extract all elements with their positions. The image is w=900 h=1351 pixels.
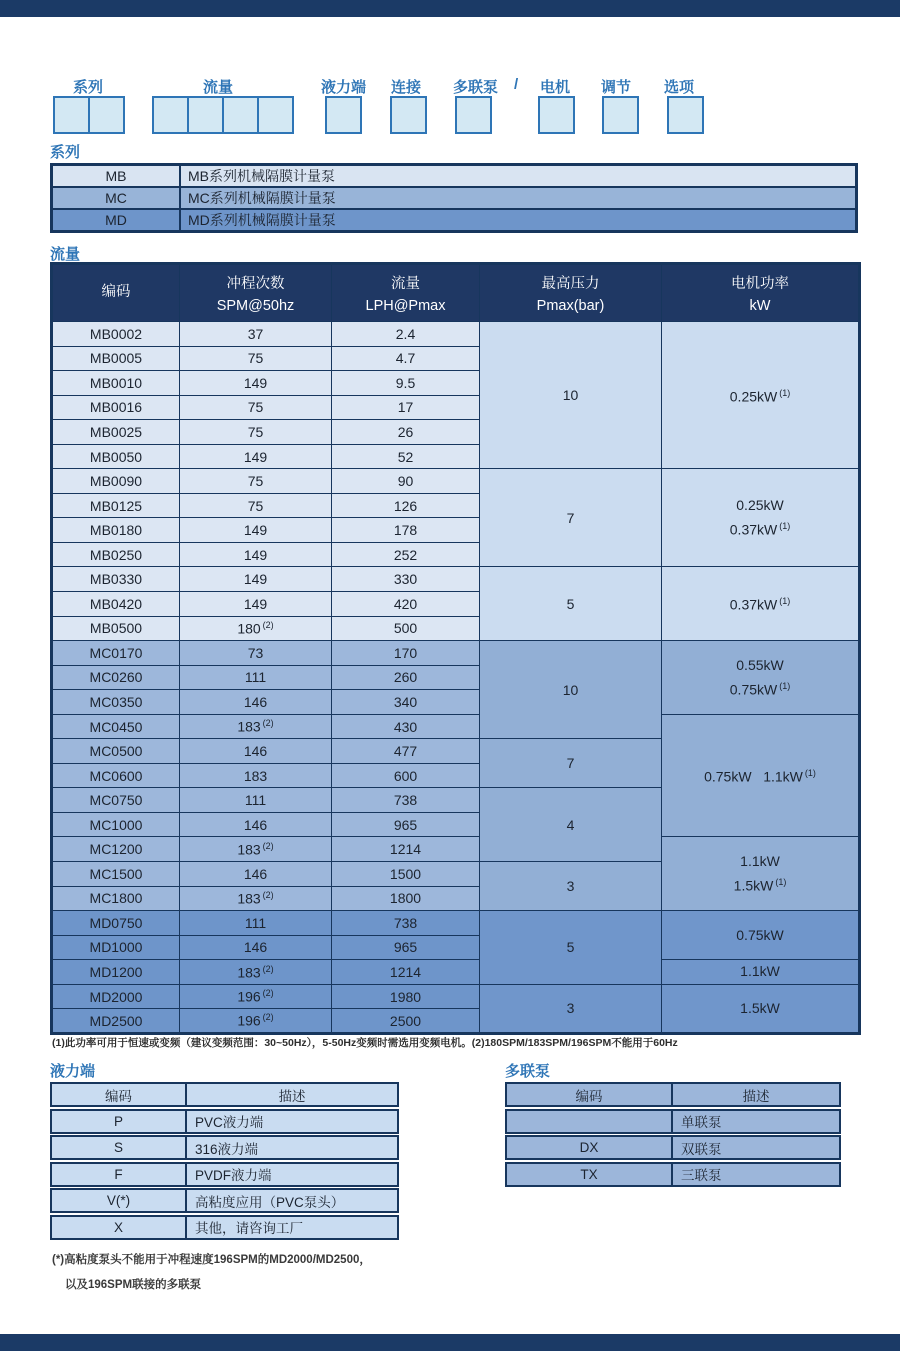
- cell-spm: 149: [180, 518, 332, 543]
- cell-code: MC1200: [52, 837, 180, 862]
- cell-spm: 196 $^{(2)}$: [180, 1009, 332, 1034]
- cell-spm: 149: [180, 567, 332, 592]
- cell-code: MC1800: [52, 886, 180, 911]
- series-desc: MB系列机械隔膜计量泵: [180, 165, 857, 188]
- cell-spm: 183 $^{(2)}$: [180, 886, 332, 911]
- cell-lph: 90: [332, 469, 480, 494]
- cell-code: S: [52, 1137, 187, 1158]
- code-group-label-connection: 连接: [391, 79, 422, 96]
- cell-code: MD1200: [52, 960, 180, 985]
- cell-lph: 9.5: [332, 371, 480, 396]
- cell-spm: 183 $^{(2)}$: [180, 837, 332, 862]
- flow-row: [52, 641, 860, 666]
- flow-footnote: (1)此功率可用于恒速或变频（建议变频范围：30~50Hz），5-50Hz变频时需选用变频电机。(2)180SPM/183SPM/196SPM不能用于60Hz: [52, 1037, 678, 1049]
- code-box: [222, 96, 259, 134]
- power-cell: [662, 837, 860, 911]
- cell-code: MB0002: [52, 322, 180, 347]
- cell-code: MB0050: [52, 444, 180, 469]
- pressure-cell: 7: [480, 739, 662, 788]
- code-group-label-series: 系列: [73, 79, 104, 96]
- cell-spm: 111: [180, 911, 332, 936]
- code-boxes-motor: [538, 96, 575, 134]
- cell-code: MC0350: [52, 690, 180, 715]
- cell-lph: 2.4: [332, 322, 480, 347]
- code-group-label-liquid-end: 液力端: [321, 79, 367, 96]
- column-header-desc: 描述: [742, 1088, 770, 1104]
- cell-code: MB0090: [52, 469, 180, 494]
- cell-code: MB0010: [52, 371, 180, 396]
- series-heading: 系列: [50, 144, 81, 161]
- cell-spm: 75: [180, 469, 332, 494]
- code-box: [88, 96, 125, 134]
- cell-spm: 149: [180, 444, 332, 469]
- cell-code: MB0025: [52, 420, 180, 445]
- series-code: MD: [52, 209, 181, 232]
- power-cell: [662, 911, 860, 960]
- cell-lph: 178: [332, 518, 480, 543]
- cell-code: [507, 1111, 673, 1132]
- cell-spm: 37: [180, 322, 332, 347]
- cell-spm: 146: [180, 690, 332, 715]
- cell-spm: 111: [180, 665, 332, 690]
- cell-lph: 420: [332, 592, 480, 617]
- cell-spm: 149: [180, 371, 332, 396]
- cell-lph: 4.7: [332, 346, 480, 371]
- code-box: [538, 96, 575, 134]
- code-box: [257, 96, 294, 134]
- power-line: 1.5kW $^{(1)}$: [733, 876, 787, 894]
- multiplex-row: [505, 1162, 841, 1187]
- code-box: [152, 96, 189, 134]
- cell-spm: 149: [180, 542, 332, 567]
- power-line: 0.75kW 1.1kW $^{(1)}$: [704, 768, 816, 785]
- cell-lph: 738: [332, 788, 480, 813]
- power-line: 0.75kW: [736, 926, 784, 943]
- flow-row: [52, 960, 860, 985]
- power-line: 0.37kW $^{(1)}$: [729, 521, 791, 538]
- cell-lph: 17: [332, 395, 480, 420]
- cell-lph: 1980: [332, 984, 480, 1009]
- cell-code: MD2500: [52, 1009, 180, 1034]
- cell-spm: 146: [180, 862, 332, 887]
- pressure-cell: 10: [480, 641, 662, 739]
- pressure-cell: 5: [480, 911, 662, 985]
- cell-code: MB0250: [52, 542, 180, 567]
- power-cell: [662, 714, 860, 837]
- top-accent-bar: [0, 0, 900, 17]
- cell-code: MB0180: [52, 518, 180, 543]
- cell-code: MB0016: [52, 395, 180, 420]
- hydraulic-end-row: [50, 1109, 399, 1134]
- cell-lph: 965: [332, 935, 480, 960]
- cell-lph: 126: [332, 493, 480, 518]
- cell-lph: 1214: [332, 837, 480, 862]
- series-row: [52, 187, 857, 209]
- cell-desc: PVC液力端: [195, 1115, 264, 1130]
- code-boxes-flow: [152, 96, 294, 134]
- cell-spm: 146: [180, 812, 332, 837]
- cell-desc: 其他，请咨询工厂: [195, 1221, 303, 1236]
- power-cell: [662, 984, 860, 1033]
- power-cell: [662, 469, 860, 567]
- code-group-label-options: 选项: [664, 79, 695, 96]
- cell-code: MD2000: [52, 984, 180, 1009]
- cell-desc: 三联泵: [681, 1168, 722, 1183]
- flow-header-code: 编码: [52, 264, 180, 322]
- hydraulic-end-row: [50, 1215, 399, 1240]
- cell-spm: 180 $^{(2)}$: [180, 616, 332, 641]
- cell-spm: 183 $^{(2)}$: [180, 714, 332, 739]
- series-row: [52, 165, 857, 188]
- cell-code: MD0750: [52, 911, 180, 936]
- cell-lph: 1800: [332, 886, 480, 911]
- flow-header-pressure: 最高压力 Pmax(bar): [480, 264, 662, 322]
- hydraulic-end-table: [50, 1082, 399, 1241]
- cell-spm: 73: [180, 641, 332, 666]
- cell-code: TX: [507, 1164, 673, 1185]
- cell-lph: 252: [332, 542, 480, 567]
- cell-code: X: [52, 1217, 187, 1238]
- cell-code: MB0500: [52, 616, 180, 641]
- flow-header-lph: 流量 LPH@Pmax: [332, 264, 480, 322]
- cell-spm: 183: [180, 763, 332, 788]
- cell-code: MC1500: [52, 862, 180, 887]
- pressure-cell: 7: [480, 469, 662, 567]
- flow-table-body: [52, 322, 860, 1034]
- code-boxes-options: [667, 96, 704, 134]
- flow-row: [52, 911, 860, 936]
- cell-spm: 75: [180, 420, 332, 445]
- hydraulic-end-row: [50, 1162, 399, 1187]
- cell-spm: 149: [180, 592, 332, 617]
- cell-desc: 高粘度应用（PVC泵头）: [195, 1194, 345, 1210]
- cell-spm: 196 $^{(2)}$: [180, 984, 332, 1009]
- power-line: 0.25kW: [736, 497, 784, 514]
- cell-spm: 75: [180, 493, 332, 518]
- cell-code: MB0005: [52, 346, 180, 371]
- hydraulic-end-heading: 液力端: [50, 1063, 96, 1080]
- cell-code: MB0330: [52, 567, 180, 592]
- hydraulic-end-footnote: [52, 1248, 371, 1298]
- power-cell: [662, 567, 860, 641]
- power-line: 0.37kW $^{(1)}$: [729, 596, 791, 614]
- pressure-cell: 4: [480, 788, 662, 862]
- cell-lph: 26: [332, 420, 480, 445]
- power-cell: [662, 960, 860, 985]
- cell-code: F: [52, 1164, 187, 1185]
- code-boxes-multiplex: [455, 96, 492, 134]
- cell-code: MC0450: [52, 714, 180, 739]
- flow-row: [52, 567, 860, 592]
- cell-desc: 316液力端: [195, 1141, 259, 1157]
- code-group-label-motor: 电机: [540, 79, 571, 96]
- cell-code: MC0500: [52, 739, 180, 764]
- multiplex-header-row: [505, 1082, 841, 1107]
- cell-code: MC0750: [52, 788, 180, 813]
- code-group-label-multiplex: 多联泵: [453, 79, 499, 96]
- bottom-accent-bar: [0, 1334, 900, 1351]
- code-group-label-flow: 流量: [203, 79, 234, 96]
- flow-row: [52, 714, 860, 739]
- power-line: 0.25kW $^{(1)}$: [729, 387, 791, 405]
- cell-code: MD1000: [52, 935, 180, 960]
- cell-code: MC1000: [52, 812, 180, 837]
- hydraulic-end-row: [50, 1135, 399, 1160]
- cell-spm: 146: [180, 739, 332, 764]
- series-table: [50, 163, 858, 233]
- cell-code: V(*): [52, 1190, 187, 1211]
- cell-lph: 260: [332, 665, 480, 690]
- cell-desc: PVDF液力端: [195, 1168, 272, 1183]
- footnote-line: (*)高粘度泵头不能用于冲程速度196SPM的MD2000/MD2500，: [52, 1254, 371, 1266]
- cell-code: MC0600: [52, 763, 180, 788]
- power-line: 0.55kW: [736, 656, 784, 673]
- code-box: [325, 96, 362, 134]
- series-row: [52, 209, 857, 232]
- cell-lph: 340: [332, 690, 480, 715]
- cell-lph: 2500: [332, 1009, 480, 1034]
- flow-header-row: [52, 264, 860, 322]
- cell-spm: 75: [180, 346, 332, 371]
- flow-row: [52, 837, 860, 862]
- cell-desc: 双联泵: [681, 1141, 722, 1157]
- power-line: 0.75kW $^{(1)}$: [729, 680, 791, 698]
- code-group-label-adjust: 调节: [601, 79, 632, 96]
- cell-spm: 75: [180, 395, 332, 420]
- cell-lph: 965: [332, 812, 480, 837]
- column-header-code: 编码: [507, 1084, 673, 1105]
- pressure-cell: 3: [480, 984, 662, 1033]
- series-desc: MC系列机械隔膜计量泵: [180, 187, 857, 209]
- cell-lph: 477: [332, 739, 480, 764]
- cell-lph: 430: [332, 714, 480, 739]
- pressure-cell: 10: [480, 322, 662, 469]
- pressure-cell: 5: [480, 567, 662, 641]
- code-box: [667, 96, 704, 134]
- flow-row: [52, 469, 860, 494]
- footnote-line: 以及196SPM联接的多联泵: [65, 1279, 202, 1291]
- cell-code: P: [52, 1111, 187, 1132]
- cell-lph: 330: [332, 567, 480, 592]
- flow-heading: 流量: [50, 246, 81, 263]
- power-cell: [662, 641, 860, 715]
- cell-lph: 1214: [332, 960, 480, 985]
- code-box: [455, 96, 492, 134]
- flow-table: [50, 262, 861, 1035]
- cell-code: MB0125: [52, 493, 180, 518]
- cell-lph: 52: [332, 444, 480, 469]
- power-line: 1.1kW: [740, 963, 780, 980]
- multiplex-heading: 多联泵: [505, 1063, 551, 1080]
- power-line: 1.5kW: [740, 999, 780, 1016]
- code-box: [187, 96, 224, 134]
- series-code: MB: [52, 165, 181, 188]
- cell-lph: 738: [332, 911, 480, 936]
- multiplex-table: [505, 1082, 841, 1188]
- cell-desc: 单联泵: [681, 1115, 722, 1130]
- flow-row: [52, 322, 860, 347]
- code-box: [390, 96, 427, 134]
- cell-code: MB0420: [52, 592, 180, 617]
- cell-lph: 1500: [332, 862, 480, 887]
- code-boxes-series: [53, 96, 125, 134]
- code-boxes-liquid-end: [325, 96, 362, 134]
- code-box: [53, 96, 90, 134]
- multiplex-row: [505, 1135, 841, 1160]
- cell-code: DX: [507, 1137, 673, 1158]
- hydraulic-end-header-row: [50, 1082, 399, 1107]
- cell-lph: 170: [332, 641, 480, 666]
- code-boxes-connection: [390, 96, 427, 134]
- hydraulic-end-row: [50, 1188, 399, 1213]
- cell-spm: 111: [180, 788, 332, 813]
- flow-row: [52, 984, 860, 1009]
- series-desc: MD系列机械隔膜计量泵: [180, 209, 857, 232]
- column-header-desc: 描述: [278, 1088, 306, 1104]
- column-header-code: 编码: [52, 1084, 187, 1105]
- cell-spm: 183 $^{(2)}$: [180, 960, 332, 985]
- cell-spm: 146: [180, 935, 332, 960]
- cell-code: MC0170: [52, 641, 180, 666]
- cell-code: MC0260: [52, 665, 180, 690]
- power-cell: [662, 322, 860, 469]
- flow-header-spm: 冲程次数 SPM@50hz: [180, 264, 332, 322]
- code-boxes-adjust: [602, 96, 639, 134]
- pressure-cell: 3: [480, 862, 662, 911]
- power-line: 1.1kW: [740, 852, 780, 869]
- flow-header-power: 电机功率 kW: [662, 264, 860, 322]
- multiplex-row: [505, 1109, 841, 1134]
- cell-lph: 600: [332, 763, 480, 788]
- code-slash: /: [514, 76, 519, 93]
- cell-lph: 500: [332, 616, 480, 641]
- code-box: [602, 96, 639, 134]
- series-code: MC: [52, 187, 181, 209]
